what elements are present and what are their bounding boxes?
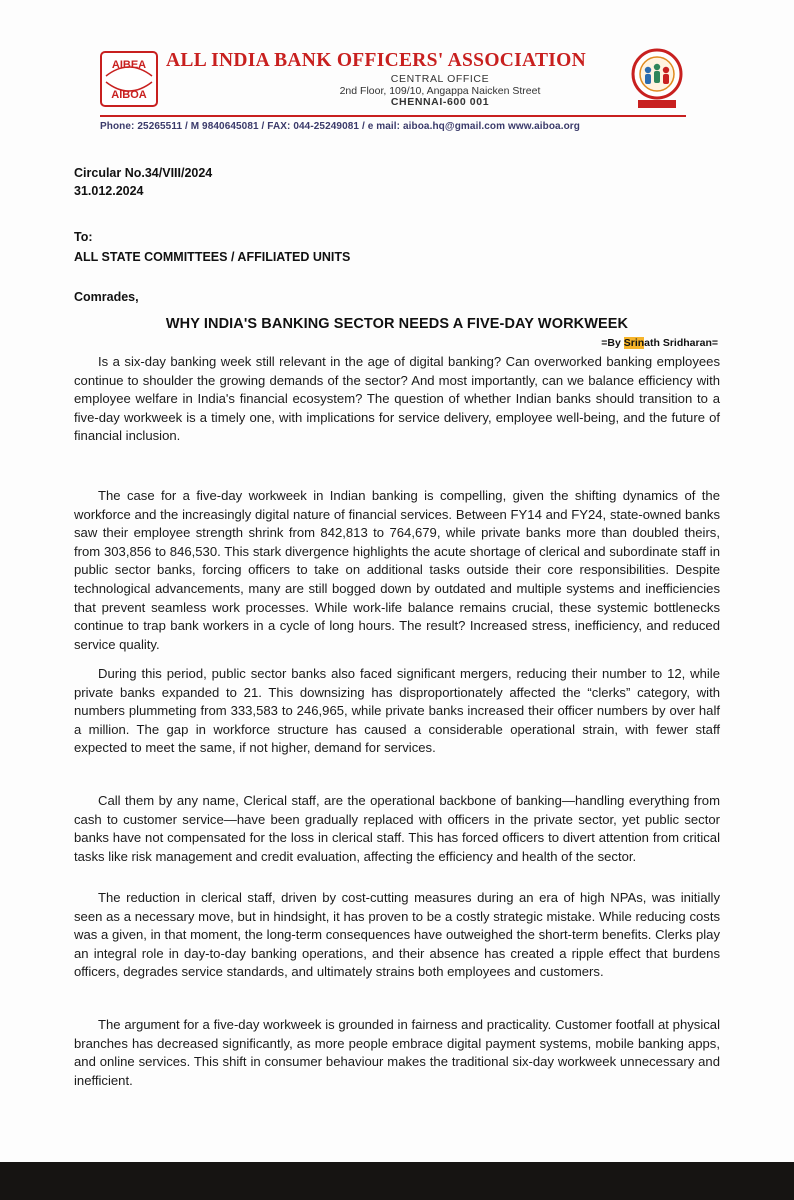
aibea-aiboa-logo-icon <box>98 46 160 112</box>
paragraph: Call them by any name, Clerical staff, are the operational backbone of banking—handling everything from cash to customer service—have been gradually replaced with officers in the private sector, yet public sector banks have not compensated for the loss in clerical staff. This has forced officers to divert attention from critical tasks like risk management and credit evaluation, affecting the efficiency and health of the sector. <box>74 793 720 864</box>
paragraph: The case for a five-day workweek in Indian banking is compelling, given the shifting dynamics of the workforce and the increasingly digital nature of financial services. Between FY14 and FY24, state-owned banks saw their employee strength shrink from 842,813 to 764,679, while private banks more than doubled theirs, from 303,856 to 846,530. This stark divergence highlights the acute shortage of clerical and subordinate staff in public sector banks, forcing officers to take on additional tasks outside their core responsibilities. Despite technological advancements, many are still bogged down by outdated and multiple systems and inefficiencies that prevent seamless work processes. While work-life balance remains crucial, these systemic bottlenecks continue to trap bank workers in a cycle of long hours. The result? Increased stress, inefficiency, and reduced service quality. <box>74 488 720 652</box>
logo-left-top-text: AIBEA <box>111 59 147 71</box>
union-emblem-icon <box>628 46 686 112</box>
byline-prefix: =By <box>601 337 624 349</box>
paragraph: The reduction in clerical staff, driven by cost-cutting measures during an era of high NPAs, was initially seen as a necessary move, but in hindsight, it has proven to be a costly strategic mistake. While reducing costs was a given, in that moment, the long-term consequences have outweighed the short-term benefits. Clerks play an integral role in day-to-day banking operations, and their absence has created a ripple effect that burdens officers, degrades service standards, and ultimately strains both employees and customers. <box>74 890 720 980</box>
byline <box>601 337 718 349</box>
circular-number: Circular No.34/VIII/2024 <box>74 166 213 180</box>
letterhead-divider <box>100 115 686 117</box>
to-recipients: ALL STATE COMMITTEES / AFFILIATED UNITS <box>74 250 351 264</box>
bottom-dark-band <box>0 1162 794 1200</box>
office-line-2: 2nd Floor, 109/10, Angappa Naicken Street <box>339 84 541 97</box>
paragraph: During this period, public sector banks also faced significant mergers, reducing their number to 12, while private banks expanded to 21. This downsizing has disproportionately affected the “clerks” category, with numbers plummeting from 333,583 to 246,965, while private banks increased their officer numbers by over half a million. The gap in workforce structure has caused a considerable operational strain, with fewer staff expected to meet the same, if not higher, demand for services. <box>74 666 720 756</box>
circular-date: 31.012.2024 <box>74 184 144 198</box>
paragraph: Is a six-day banking week still relevant in the age of digital banking? Can overworked banking employees continue to shoulder the growing demands of the sector? And most importantly, can we balance efficiency with employee welfare in India's financial ecosystem? The question of whether Indian banks should transition to a five-day workweek is a timely one, with implications for service delivery, employee well-being, and the future of financial inclusion. <box>74 354 720 444</box>
article-title: WHY INDIA'S BANKING SECTOR NEEDS A FIVE-DAY WORKWEEK <box>165 316 629 332</box>
office-address <box>270 74 610 109</box>
byline-highlight: Srin <box>623 337 645 349</box>
byline-suffix: ath Sridharan= <box>644 337 718 349</box>
logo-left-bottom-text: AIBOA <box>111 89 147 101</box>
to-label: To: <box>74 230 93 244</box>
office-line-3: CHENNAI-600 001 <box>390 96 490 108</box>
org-name: ALL INDIA BANK OFFICERS' ASSOCIATION <box>166 50 587 71</box>
paragraph: The argument for a five-day workweek is grounded in fairness and practicality. Customer footfall at physical branches has decreased significantly, as more people embrace digital payment systems, mobile banking apps, and online services. This shift in consumer behaviour makes the traditional six-day workweek unnecessary and inefficient. <box>74 1017 720 1088</box>
office-line-1: CENTRAL OFFICE <box>390 73 490 85</box>
salutation: Comrades, <box>74 290 139 304</box>
contact-line: Phone: 25265511 / M 9840645081 / FAX: 044-25249081 / e mail: aiboa.hq@gmail.com www.aiboa.org <box>100 121 581 132</box>
